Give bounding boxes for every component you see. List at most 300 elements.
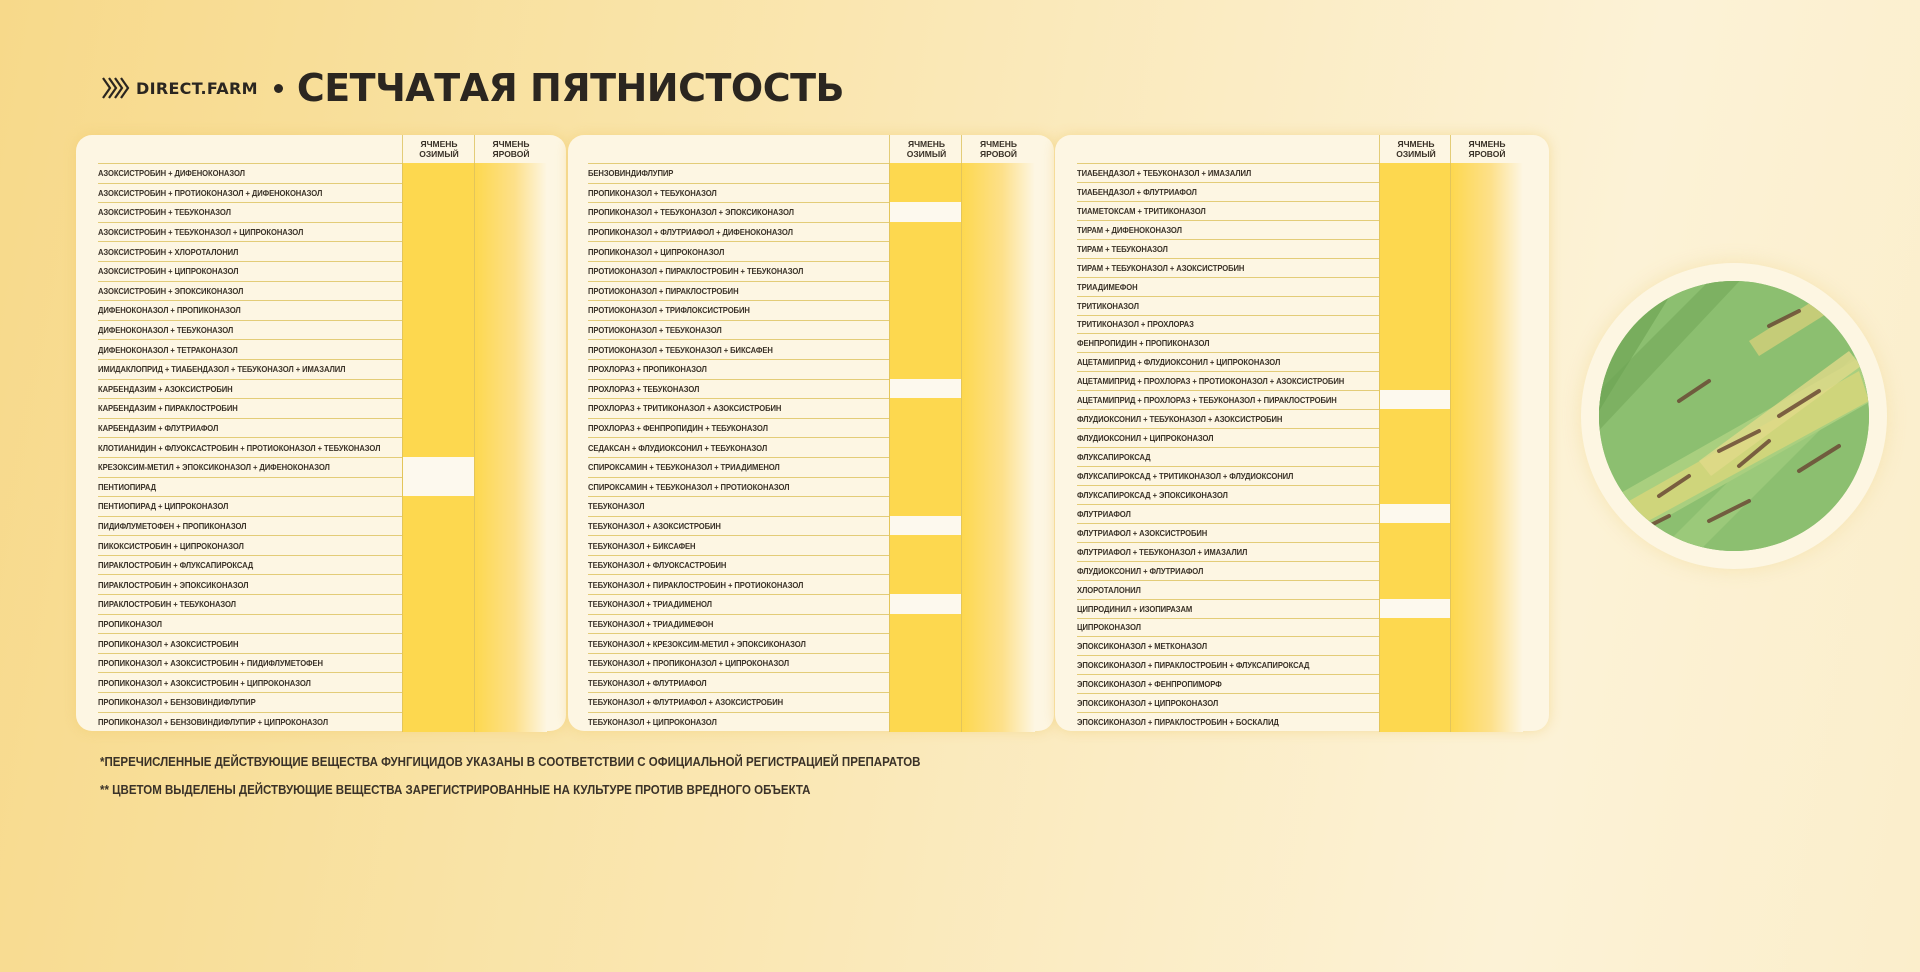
- disease-photo-frame: [1581, 263, 1887, 569]
- substance-name: ТЕБУКОНАЗОЛ + КРЕЗОКСИМ-МЕТИЛ + ЭПОКСИКОНАЗОЛ: [588, 638, 806, 649]
- substance-name: ТЕБУКОНАЗОЛ + ФЛУТРИАФОЛ: [588, 677, 707, 688]
- spring-barley-registered-cell: [474, 163, 547, 184]
- substance-name: ЭПОКСИКОНАЗОЛ + ПИРАКЛОСТРОБИН + ФЛУКСАПИРОКСАД: [1077, 660, 1310, 671]
- winter-barley-registered-cell: [402, 594, 475, 615]
- winter-barley-registered-cell: [1379, 712, 1452, 732]
- substance-name: ТРИАДИМЕФОН: [1077, 281, 1138, 292]
- spring-barley-registered-cell: [474, 496, 547, 517]
- winter-barley-registered-cell: [889, 281, 963, 302]
- winter-barley-registered-cell: [889, 633, 963, 654]
- table-row: [1077, 600, 1522, 619]
- spring-barley-registered-cell: [474, 574, 547, 595]
- table-body: [588, 164, 1034, 731]
- winter-barley-registered-cell: [402, 516, 475, 537]
- table-row: [98, 536, 546, 556]
- winter-barley-registered-cell: [889, 496, 963, 517]
- spring-barley-registered-cell: [474, 418, 547, 439]
- table-header: [1077, 135, 1522, 164]
- spring-barley-registered-cell: [961, 222, 1035, 243]
- table-row: [588, 438, 1034, 458]
- spring-barley-registered-cell: [474, 653, 547, 674]
- spring-barley-registered-cell: [961, 457, 1035, 478]
- table-row: [1077, 467, 1522, 486]
- table-row: [588, 654, 1034, 674]
- winter-barley-registered-cell: [1379, 277, 1452, 297]
- substance-name: КЛОТИАНИДИН + ФЛУОКСАСТРОБИН + ПРОТИОКОНАЗОЛ + ТЕБУКОНАЗОЛ: [98, 442, 381, 453]
- spring-barley-registered-cell: [1450, 485, 1523, 505]
- table-row: [588, 399, 1034, 419]
- winter-barley-registered-cell: [889, 653, 963, 674]
- table-row: [1077, 183, 1522, 202]
- table-row: [98, 556, 546, 576]
- spring-barley-registered-cell: [961, 496, 1035, 517]
- winter-barley-registered-cell: [402, 163, 475, 184]
- table-row: [98, 164, 546, 184]
- barley-leaf-net-blotch-image: [1599, 281, 1869, 551]
- substance-name: ПРОПИКОНАЗОЛ + АЗОКСИСТРОБИН + ЦИПРОКОНАЗОЛ: [98, 677, 311, 688]
- column-header-spring-barley: ЯЧМЕНЬ ЯРОВОЙ: [961, 135, 1035, 163]
- winter-barley-registered-cell: [889, 300, 963, 321]
- substance-name: ПРОХЛОРАЗ + ТЕБУКОНАЗОЛ: [588, 383, 700, 394]
- substance-name: ФЛУКСАПИРОКСАД + ТРИТИКОНАЗОЛ + ФЛУДИОКСОНИЛ: [1077, 470, 1294, 481]
- table-row: [1077, 694, 1522, 713]
- substance-name: ПРОПИКОНАЗОЛ + АЗОКСИСТРОБИН: [98, 638, 239, 649]
- spring-barley-registered-cell: [1450, 428, 1523, 448]
- spring-barley-registered-cell: [474, 379, 547, 400]
- spring-barley-registered-cell: [474, 202, 547, 223]
- winter-barley-registered-cell: [889, 457, 963, 478]
- winter-barley-registered-cell: [402, 300, 475, 321]
- spring-barley-registered-cell: [1450, 504, 1523, 524]
- spring-barley-registered-cell: [1450, 693, 1523, 713]
- spring-barley-registered-cell: [1450, 258, 1523, 278]
- winter-barley-registered-cell: [402, 281, 475, 302]
- table-body: [1077, 164, 1522, 731]
- winter-barley-empty-cell: [889, 594, 963, 615]
- substance-name: ТЕБУКОНАЗОЛ + БИКСАФЕН: [588, 540, 696, 551]
- substance-name: ФЛУТРИАФОЛ + АЗОКСИСТРОБИН: [1077, 527, 1208, 538]
- substance-name: ПРОПИКОНАЗОЛ + АЗОКСИСТРОБИН + ПИДИФЛУМЕТОФЕН: [98, 658, 323, 669]
- winter-barley-registered-cell: [889, 183, 963, 204]
- substance-name: АЗОКСИСТРОБИН + ДИФЕНОКОНАЗОЛ: [98, 168, 245, 179]
- winter-barley-registered-cell: [889, 477, 963, 498]
- winter-barley-registered-cell: [402, 574, 475, 595]
- spring-barley-registered-cell: [474, 712, 547, 733]
- winter-barley-registered-cell: [1379, 485, 1452, 505]
- substance-name: ТЕБУКОНАЗОЛ + ФЛУОКСАСТРОБИН: [588, 560, 727, 571]
- spring-barley-registered-cell: [1450, 163, 1523, 183]
- substance-name: ПРОТИОКОНАЗОЛ + ТРИФЛОКСИСТРОБИН: [588, 305, 750, 316]
- spring-barley-registered-cell: [474, 633, 547, 654]
- spring-barley-registered-cell: [474, 516, 547, 537]
- spring-barley-registered-cell: [1450, 655, 1523, 675]
- table-row: [1077, 619, 1522, 638]
- winter-barley-empty-cell: [1379, 390, 1452, 410]
- winter-barley-registered-cell: [402, 379, 475, 400]
- winter-barley-registered-cell: [1379, 163, 1452, 183]
- winter-barley-empty-cell: [889, 379, 963, 400]
- substance-name: ПИДИФЛУМЕТОФЕН + ПРОПИКОНАЗОЛ: [98, 520, 247, 531]
- table-row: [588, 458, 1034, 478]
- winter-barley-registered-cell: [889, 712, 963, 733]
- spring-barley-registered-cell: [474, 477, 547, 498]
- substance-name: ТИРАМ + ТЕБУКОНАЗОЛ: [1077, 243, 1168, 254]
- winter-barley-registered-cell: [1379, 636, 1452, 656]
- spring-barley-registered-cell: [474, 241, 547, 262]
- winter-barley-registered-cell: [402, 712, 475, 733]
- substance-name: ПРОПИКОНАЗОЛ + БЕНЗОВИНДИФЛУПИР + ЦИПРОКОНАЗОЛ: [98, 716, 328, 727]
- table-row: [588, 223, 1034, 243]
- spring-barley-registered-cell: [474, 359, 547, 380]
- spring-barley-registered-cell: [1450, 182, 1523, 202]
- winter-barley-registered-cell: [889, 535, 963, 556]
- substance-name: ТЕБУКОНАЗОЛ + ПРОПИКОНАЗОЛ + ЦИПРОКОНАЗОЛ: [588, 658, 790, 669]
- substance-name: СЕДАКСАН + ФЛУДИОКСОНИЛ + ТЕБУКОНАЗОЛ: [588, 442, 768, 453]
- substance-name: ПЕНТИОПИРАД + ЦИПРОКОНАЗОЛ: [98, 501, 229, 512]
- substance-name: ТЕБУКОНАЗОЛ + ТРИАДИМЕНОЛ: [588, 599, 712, 610]
- winter-barley-registered-cell: [402, 614, 475, 635]
- table-row: [1077, 278, 1522, 297]
- table-row: [588, 203, 1034, 223]
- winter-barley-registered-cell: [889, 574, 963, 595]
- spring-barley-registered-cell: [474, 457, 547, 478]
- table-row: [98, 282, 546, 302]
- spring-barley-registered-cell: [1450, 390, 1523, 410]
- winter-barley-registered-cell: [402, 202, 475, 223]
- substance-name: ПРОТИОКОНАЗОЛ + ПИРАКЛОСТРОБИН: [588, 285, 739, 296]
- winter-barley-registered-cell: [889, 163, 963, 184]
- winter-barley-registered-cell: [1379, 409, 1452, 429]
- spring-barley-registered-cell: [474, 300, 547, 321]
- page-header: [100, 66, 844, 110]
- spring-barley-registered-cell: [1450, 315, 1523, 335]
- table-row: [588, 575, 1034, 595]
- substance-name: ЭПОКСИКОНАЗОЛ + МЕТКОНАЗОЛ: [1077, 641, 1207, 652]
- table-row: [588, 321, 1034, 341]
- winter-barley-registered-cell: [1379, 333, 1452, 353]
- table-row: [588, 497, 1034, 517]
- substance-name: ПРОПИКОНАЗОЛ: [98, 618, 162, 629]
- table-row: [588, 595, 1034, 615]
- spring-barley-registered-cell: [961, 672, 1035, 693]
- substance-name: ФЛУТРИАФОЛ: [1077, 508, 1131, 519]
- winter-barley-registered-cell: [889, 555, 963, 576]
- substance-name: АЗОКСИСТРОБИН + ТЕБУКОНАЗОЛ: [98, 207, 231, 218]
- substance-name: ПИКОКСИСТРОБИН + ЦИПРОКОНАЗОЛ: [98, 540, 244, 551]
- substance-name: ПИРАКЛОСТРОБИН + ЭПОКСИКОНАЗОЛ: [98, 579, 249, 590]
- substance-name: АЦЕТАМИПРИД + ФЛУДИОКСОНИЛ + ЦИПРОКОНАЗОЛ: [1077, 357, 1281, 368]
- substance-name: ФЕНПРОПИДИН + ПРОПИКОНАЗОЛ: [1077, 338, 1210, 349]
- substance-name: ТЕБУКОНАЗОЛ: [588, 501, 645, 512]
- winter-barley-registered-cell: [889, 418, 963, 439]
- spring-barley-registered-cell: [961, 555, 1035, 576]
- table-row: [98, 419, 546, 439]
- winter-barley-registered-cell: [402, 359, 475, 380]
- winter-barley-registered-cell: [402, 261, 475, 282]
- substance-name: ПРОХЛОРАЗ + ПРОПИКОНАЗОЛ: [588, 364, 707, 375]
- substance-name: КАРБЕНДАЗИМ + АЗОКСИСТРОБИН: [98, 383, 233, 394]
- winter-barley-registered-cell: [1379, 352, 1452, 372]
- table-row: [588, 713, 1034, 732]
- chevrons-logo-icon: [100, 74, 130, 102]
- winter-barley-registered-cell: [889, 320, 963, 341]
- spring-barley-registered-cell: [474, 281, 547, 302]
- winter-barley-registered-cell: [402, 535, 475, 556]
- table-row: [98, 399, 546, 419]
- winter-barley-registered-cell: [889, 672, 963, 693]
- page-title: СЕТЧАТАЯ ПЯТНИСТОСТЬ: [296, 66, 844, 110]
- spring-barley-registered-cell: [474, 222, 547, 243]
- table-row: [98, 262, 546, 282]
- substance-name: АЗОКСИСТРОБИН + ТЕБУКОНАЗОЛ + ЦИПРОКОНАЗОЛ: [98, 227, 304, 238]
- spring-barley-registered-cell: [961, 692, 1035, 713]
- spring-barley-registered-cell: [961, 261, 1035, 282]
- spring-barley-registered-cell: [961, 241, 1035, 262]
- logo-text: DIRECT.FARM: [136, 78, 258, 98]
- substance-name: БЕНЗОВИНДИФЛУПИР: [588, 168, 674, 179]
- substance-name: ТЕБУКОНАЗОЛ + ПИРАКЛОСТРОБИН + ПРОТИОКОНАЗОЛ: [588, 579, 804, 590]
- substance-name: ДИФЕНОКОНАЗОЛ + ТЕТРАКОНАЗОЛ: [98, 344, 238, 355]
- winter-barley-registered-cell: [889, 398, 963, 419]
- fungicide-table: [1077, 135, 1522, 731]
- winter-barley-empty-cell: [402, 477, 475, 498]
- table-panel-1: [76, 135, 566, 731]
- table-row: [98, 575, 546, 595]
- substance-name: ПЕНТИОПИРАД: [98, 481, 156, 492]
- substance-name: АЦЕТАМИПРИД + ПРОХЛОРАЗ + ПРОТИОКОНАЗОЛ + АЗОКСИСТРОБИН: [1077, 376, 1345, 387]
- table-row: [588, 693, 1034, 713]
- winter-barley-registered-cell: [402, 496, 475, 517]
- table-row: [98, 595, 546, 615]
- table-row: [588, 673, 1034, 693]
- winter-barley-registered-cell: [402, 555, 475, 576]
- winter-barley-registered-cell: [402, 398, 475, 419]
- winter-barley-registered-cell: [889, 359, 963, 380]
- substance-name: ТИАБЕНДАЗОЛ + ТЕБУКОНАЗОЛ + ИМАЗАЛИЛ: [1077, 167, 1252, 178]
- winter-barley-registered-cell: [402, 633, 475, 654]
- table-row: [98, 497, 546, 517]
- table-row: [98, 438, 546, 458]
- table-row: [98, 517, 546, 537]
- table-row: [98, 673, 546, 693]
- table-panel-2: [568, 135, 1054, 731]
- table-row: [1077, 259, 1522, 278]
- winter-barley-registered-cell: [402, 672, 475, 693]
- spring-barley-registered-cell: [961, 633, 1035, 654]
- spring-barley-registered-cell: [474, 614, 547, 635]
- spring-barley-registered-cell: [961, 418, 1035, 439]
- column-header-spring-barley: ЯЧМЕНЬ ЯРОВОЙ: [474, 135, 547, 163]
- substance-name: ТИРАМ + ТЕБУКОНАЗОЛ + АЗОКСИСТРОБИН: [1077, 262, 1245, 273]
- spring-barley-registered-cell: [961, 379, 1035, 400]
- substance-name: ПРОХЛОРАЗ + ФЕНПРОПИДИН + ТЕБУКОНАЗОЛ: [588, 423, 768, 434]
- table-row: [588, 517, 1034, 537]
- table-row: [588, 478, 1034, 498]
- winter-barley-registered-cell: [1379, 466, 1452, 486]
- winter-barley-empty-cell: [1379, 504, 1452, 524]
- substance-name: ПРОПИКОНАЗОЛ + БЕНЗОВИНДИФЛУПИР: [98, 697, 256, 708]
- table-row: [1077, 164, 1522, 183]
- substance-name: ФЛУДИОКСОНИЛ + ЦИПРОКОНАЗОЛ: [1077, 433, 1214, 444]
- substance-name: ТЕБУКОНАЗОЛ + ЦИПРОКОНАЗОЛ: [588, 716, 717, 727]
- table-row: [98, 203, 546, 223]
- table-row: [98, 458, 546, 478]
- winter-barley-registered-cell: [1379, 201, 1452, 221]
- winter-barley-empty-cell: [889, 516, 963, 537]
- table-row: [98, 634, 546, 654]
- table-row: [1077, 656, 1522, 675]
- substance-name: ПРОПИКОНАЗОЛ + ЦИПРОКОНАЗОЛ: [588, 246, 725, 257]
- table-row: [1077, 505, 1522, 524]
- column-header-spring-barley: ЯЧМЕНЬ ЯРОВОЙ: [1450, 135, 1523, 163]
- substance-name: ПРОПИКОНАЗОЛ + ФЛУТРИАФОЛ + ДИФЕНОКОНАЗОЛ: [588, 227, 793, 238]
- substance-name: ПИРАКЛОСТРОБИН + ТЕБУКОНАЗОЛ: [98, 599, 236, 610]
- winter-barley-registered-cell: [889, 614, 963, 635]
- table-row: [1077, 524, 1522, 543]
- table-row: [1077, 410, 1522, 429]
- substance-name: АЗОКСИСТРОБИН + ЦИПРОКОНАЗОЛ: [98, 266, 239, 277]
- substance-name: ПРОПИКОНАЗОЛ + ТЕБУКОНАЗОЛ: [588, 187, 717, 198]
- substance-name: ТЕБУКОНАЗОЛ + ФЛУТРИАФОЛ + АЗОКСИСТРОБИН: [588, 697, 784, 708]
- substance-name: ДИФЕНОКОНАЗОЛ + ПРОПИКОНАЗОЛ: [98, 305, 241, 316]
- substance-name: ТИАБЕНДАЗОЛ + ФЛУТРИАФОЛ: [1077, 186, 1197, 197]
- spring-barley-registered-cell: [961, 653, 1035, 674]
- spring-barley-registered-cell: [474, 437, 547, 458]
- table-row: [588, 556, 1034, 576]
- table-row: [98, 654, 546, 674]
- separator-dot: [274, 84, 283, 93]
- spring-barley-registered-cell: [1450, 466, 1523, 486]
- substance-name: ПРОПИКОНАЗОЛ + ТЕБУКОНАЗОЛ + ЭПОКСИКОНАЗОЛ: [588, 207, 794, 218]
- winter-barley-registered-cell: [1379, 674, 1452, 694]
- spring-barley-registered-cell: [961, 477, 1035, 498]
- table-row: [98, 380, 546, 400]
- table-row: [588, 340, 1034, 360]
- footnote-registration: *ПЕРЕЧИСЛЕННЫЕ ДЕЙСТВУЮЩИЕ ВЕЩЕСТВА ФУНГИЦИДОВ УКАЗАНЫ В СООТВЕТСТВИИ С ОФИЦИАЛЬНОЙ РЕГИСТРАЦИЕЙ ПРЕПАРАТОВ: [100, 755, 921, 769]
- winter-barley-empty-cell: [1379, 599, 1452, 619]
- substance-name: ТРИТИКОНАЗОЛ: [1077, 300, 1139, 311]
- spring-barley-registered-cell: [474, 261, 547, 282]
- column-header-winter-barley: ЯЧМЕНЬ ОЗИМЫЙ: [1379, 135, 1452, 163]
- fungicide-table: [98, 135, 546, 731]
- table-row: [98, 615, 546, 635]
- substance-name: ФЛУДИОКСОНИЛ + ТЕБУКОНАЗОЛ + АЗОКСИСТРОБИН: [1077, 414, 1283, 425]
- table-row: [98, 184, 546, 204]
- spring-barley-registered-cell: [1450, 201, 1523, 221]
- spring-barley-registered-cell: [474, 339, 547, 360]
- winter-barley-registered-cell: [889, 692, 963, 713]
- spring-barley-registered-cell: [961, 202, 1035, 223]
- spring-barley-registered-cell: [474, 535, 547, 556]
- winter-barley-registered-cell: [1379, 523, 1452, 543]
- substance-name: ЭПОКСИКОНАЗОЛ + ЦИПРОКОНАЗОЛ: [1077, 698, 1219, 709]
- table-row: [588, 419, 1034, 439]
- table-row: [588, 184, 1034, 204]
- substance-name: АЗОКСИСТРОБИН + ХЛОРОТАЛОНИЛ: [98, 246, 239, 257]
- winter-barley-registered-cell: [889, 339, 963, 360]
- spring-barley-registered-cell: [1450, 409, 1523, 429]
- winter-barley-registered-cell: [1379, 693, 1452, 713]
- table-row: [1077, 372, 1522, 391]
- spring-barley-registered-cell: [961, 281, 1035, 302]
- spring-barley-registered-cell: [961, 359, 1035, 380]
- spring-barley-registered-cell: [1450, 296, 1523, 316]
- spring-barley-registered-cell: [474, 183, 547, 204]
- winter-barley-registered-cell: [402, 222, 475, 243]
- table-row: [1077, 202, 1522, 221]
- substance-name: ЦИПРОДИНИЛ + ИЗОПИРАЗАМ: [1077, 603, 1193, 614]
- table-row: [1077, 543, 1522, 562]
- spring-barley-registered-cell: [1450, 712, 1523, 732]
- spring-barley-registered-cell: [474, 594, 547, 615]
- column-header-winter-barley: ЯЧМЕНЬ ОЗИМЫЙ: [889, 135, 963, 163]
- spring-barley-registered-cell: [961, 300, 1035, 321]
- spring-barley-registered-cell: [474, 555, 547, 576]
- table-header: [98, 135, 546, 164]
- substance-name: СПИРОКСАМИН + ТЕБУКОНАЗОЛ + ПРОТИОКОНАЗОЛ: [588, 481, 790, 492]
- substance-name: ИМИДАКЛОПРИД + ТИАБЕНДАЗОЛ + ТЕБУКОНАЗОЛ + ИМАЗАЛИЛ: [98, 364, 346, 375]
- substance-name: АЗОКСИСТРОБИН + ЭПОКСИКОНАЗОЛ: [98, 285, 244, 296]
- table-row: [1077, 240, 1522, 259]
- winter-barley-registered-cell: [1379, 542, 1452, 562]
- substance-name: ПРОТИОКОНАЗОЛ + ПИРАКЛОСТРОБИН + ТЕБУКОНАЗОЛ: [588, 266, 804, 277]
- winter-barley-registered-cell: [402, 418, 475, 439]
- table-row: [1077, 297, 1522, 316]
- spring-barley-registered-cell: [1450, 239, 1523, 259]
- winter-barley-registered-cell: [1379, 296, 1452, 316]
- substance-name: АЗОКСИСТРОБИН + ПРОТИОКОНАЗОЛ + ДИФЕНОКОНАЗОЛ: [98, 187, 323, 198]
- table-header: [588, 135, 1034, 164]
- table-row: [1077, 486, 1522, 505]
- substance-name: ТРИТИКОНАЗОЛ + ПРОХЛОРАЗ: [1077, 319, 1194, 330]
- table-row: [1077, 429, 1522, 448]
- spring-barley-registered-cell: [1450, 674, 1523, 694]
- table-row: [588, 536, 1034, 556]
- table-row: [98, 693, 546, 713]
- winter-barley-registered-cell: [1379, 182, 1452, 202]
- winter-barley-registered-cell: [1379, 315, 1452, 335]
- winter-barley-registered-cell: [1379, 239, 1452, 259]
- table-row: [588, 634, 1034, 654]
- substance-name: ФЛУКСАПИРОКСАД + ЭПОКСИКОНАЗОЛ: [1077, 489, 1228, 500]
- substance-name: ПРОТИОКОНАЗОЛ + ТЕБУКОНАЗОЛ: [588, 325, 722, 336]
- spring-barley-registered-cell: [1450, 561, 1523, 581]
- table-row: [98, 340, 546, 360]
- substance-name: ФЛУДИОКСОНИЛ + ФЛУТРИАФОЛ: [1077, 565, 1204, 576]
- substance-name: ПРОТИОКОНАЗОЛ + ТЕБУКОНАЗОЛ + БИКСАФЕН: [588, 344, 773, 355]
- spring-barley-registered-cell: [1450, 580, 1523, 600]
- spring-barley-registered-cell: [961, 339, 1035, 360]
- winter-barley-registered-cell: [1379, 220, 1452, 240]
- table-row: [1077, 391, 1522, 410]
- winter-barley-registered-cell: [889, 437, 963, 458]
- table-row: [1077, 581, 1522, 600]
- table-row: [98, 223, 546, 243]
- substance-name: ЭПОКСИКОНАЗОЛ + ПИРАКЛОСТРОБИН + БОСКАЛИД: [1077, 717, 1279, 728]
- table-row: [588, 282, 1034, 302]
- winter-barley-empty-cell: [889, 202, 963, 223]
- footnote-color-legend: ** ЦВЕТОМ ВЫДЕЛЕНЫ ДЕЙСТВУЮЩИЕ ВЕЩЕСТВА ЗАРЕГИСТРИРОВАННЫЕ НА КУЛЬТУРЕ ПРОТИВ ВРЕДНОГО ОБЪЕКТА: [100, 783, 811, 797]
- spring-barley-registered-cell: [1450, 371, 1523, 391]
- table-row: [588, 262, 1034, 282]
- winter-barley-registered-cell: [1379, 561, 1452, 581]
- table-row: [588, 242, 1034, 262]
- spring-barley-registered-cell: [474, 692, 547, 713]
- winter-barley-registered-cell: [402, 241, 475, 262]
- winter-barley-registered-cell: [402, 183, 475, 204]
- direct-farm-logo[interactable]: [100, 74, 258, 102]
- substance-name: ТИАМЕТОКСАМ + ТРИТИКОНАЗОЛ: [1077, 205, 1206, 216]
